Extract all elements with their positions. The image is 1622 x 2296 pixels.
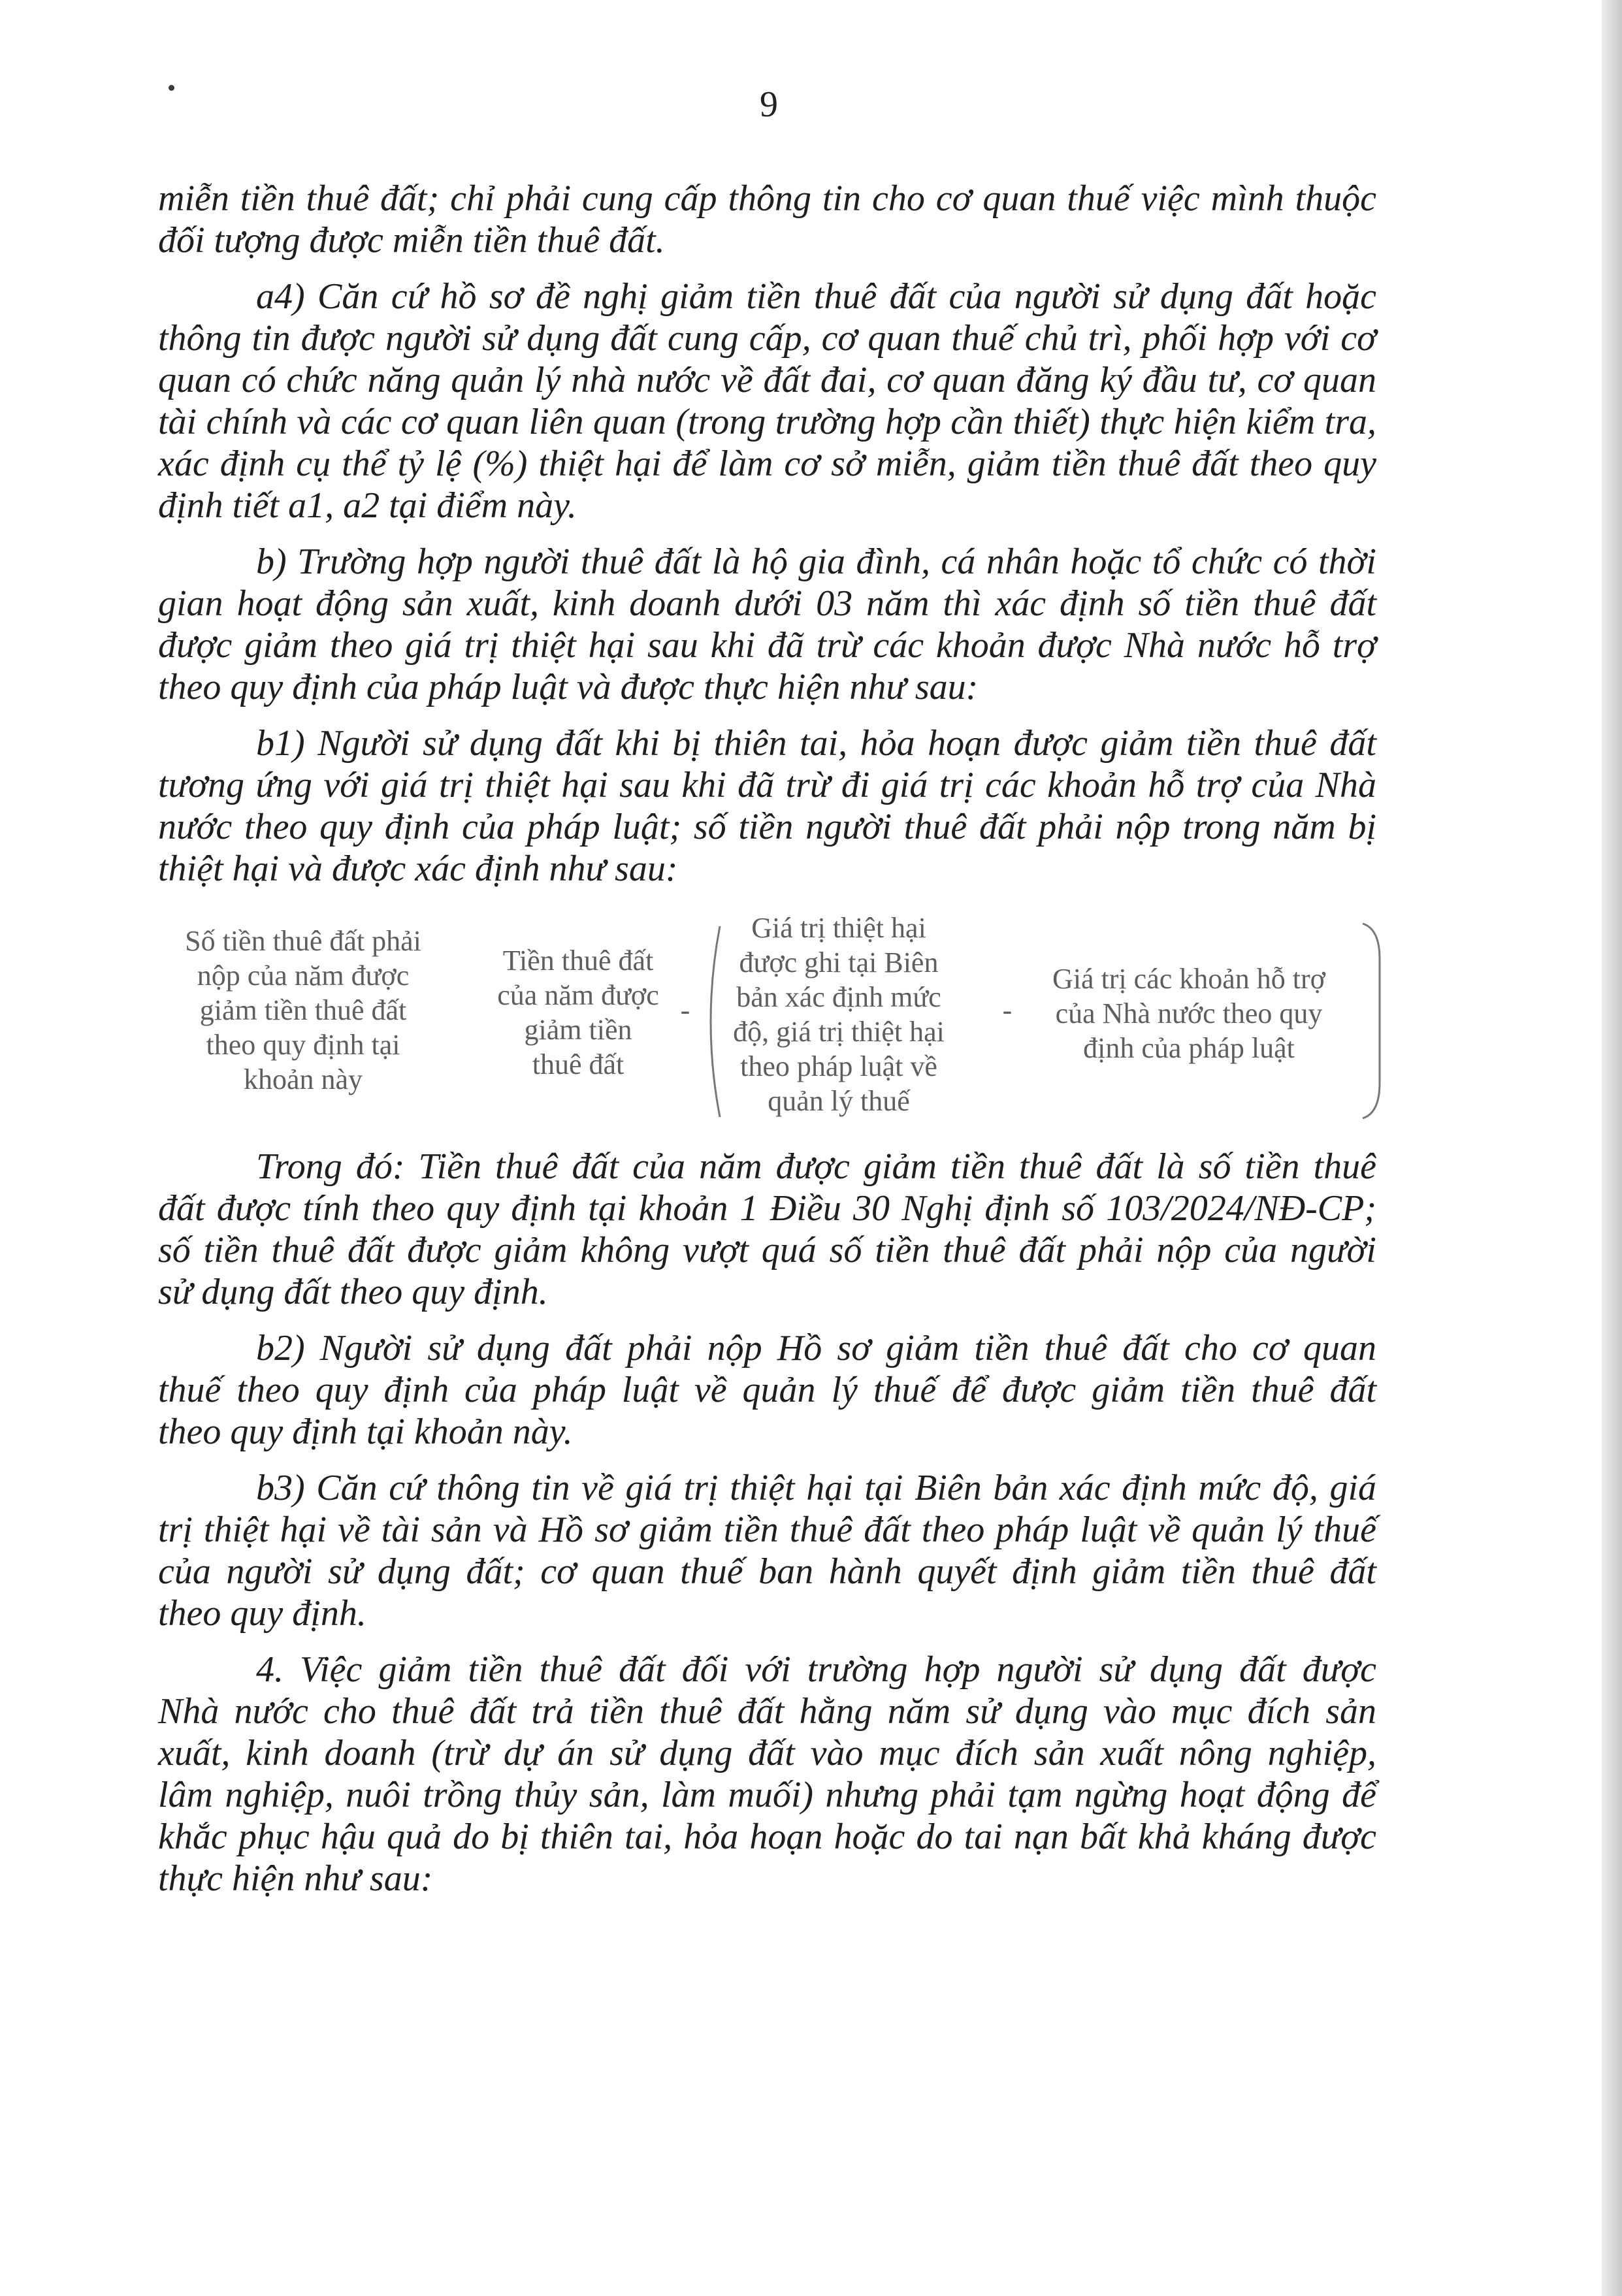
formula-line: định của pháp luật <box>1083 1032 1295 1064</box>
page-number: 9 <box>760 84 778 125</box>
formula-state-support-term <box>1019 962 1359 1065</box>
formula-line: được ghi tại Biên <box>739 946 939 978</box>
formula-line: của năm được <box>497 979 659 1011</box>
text-line: theo quy định. <box>158 1593 366 1634</box>
text-line: tài chính và các cơ quan liên quan (trong trường hợp cần thiết) thực hiện kiểm tra, <box>158 402 1376 442</box>
rent-reduction-formula <box>158 904 1376 1131</box>
text-line: thuế theo quy định của pháp luật về quản lý thuế để được giảm tiền thuê đất <box>158 1370 1376 1410</box>
text-line: lâm nghiệp, nuôi trồng thủy sản, làm muối) nhưng phải tạm ngừng hoạt động để <box>158 1775 1376 1815</box>
text-line: của người sử dụng đất; cơ quan thuế ban hành quyết định giảm tiền thuê đất <box>158 1551 1376 1592</box>
text-line: b1) Người sử dụng đất khi bị thiên tai, hỏa hoạn được giảm tiền thuê đất <box>256 723 1376 764</box>
text-line: miễn tiền thuê đất; chỉ phải cung cấp thông tin cho cơ quan thuế việc mình thuộc <box>158 178 1376 219</box>
formula-line: giảm tiền thuê đất <box>199 994 407 1026</box>
item-b3-paragraph <box>158 1467 1376 1634</box>
formula-line: nộp của năm được <box>197 960 410 992</box>
formula-line: quản lý thuế <box>768 1085 910 1117</box>
text-line: số tiền thuê đất được giảm không vượt quá số tiền thuê đất phải nộp của người <box>158 1230 1376 1270</box>
text-line: sử dụng đất theo quy định. <box>158 1272 548 1312</box>
text-line: xuất, kinh doanh (trừ dự án sử dụng đất vào mục đích sản xuất nông nghiệp, <box>158 1733 1376 1773</box>
minus-sign: - <box>680 994 690 1026</box>
formula-line: Giá trị các khoản hỗ trợ <box>1052 963 1325 995</box>
item-b1-paragraph <box>158 722 1376 890</box>
text-line: gian hoạt động sản xuất, kinh doanh dưới 03 năm thì xác định số tiền thuê đất <box>158 583 1376 624</box>
clause-4-paragraph <box>158 1649 1376 1900</box>
where-note-paragraph <box>158 1146 1376 1313</box>
formula-line: Giá trị thiệt hại <box>751 912 926 944</box>
scan-speck <box>169 85 174 91</box>
text-line: thông tin được người sử dụng đất cung cấp, cơ quan thuế chủ trì, phối hợp với cơ <box>158 318 1376 359</box>
text-line: đất được tính theo quy định tại khoản 1 Điều 30 Nghị định số 103/2024/NĐ-CP; <box>158 1188 1376 1229</box>
text-line: b3) Căn cứ thông tin về giá trị thiệt hại tại Biên bản xác định mức độ, giá <box>256 1468 1376 1508</box>
item-b-paragraph <box>158 541 1376 708</box>
formula-line: khoản này <box>243 1063 363 1095</box>
item-a4-paragraph <box>158 276 1376 526</box>
scan-border <box>1602 0 1622 2296</box>
formula-line: giảm tiền <box>524 1014 632 1046</box>
text-line: quan có chức năng quản lý nhà nước về đất đai, cơ quan đăng ký đầu tư, cơ quan <box>158 360 1376 400</box>
text-line: Nhà nước cho thuê đất trả tiền thuê đất hằng năm sử dụng vào mục đích sản <box>158 1691 1376 1732</box>
text-line: xác định cụ thể tỷ lệ (%) thiệt hại để làm cơ sở miễn, giảm tiền thuê đất theo quy <box>158 444 1376 484</box>
formula-line: theo quy định tại <box>206 1029 400 1061</box>
formula-damage-value-term <box>715 911 963 1118</box>
item-b2-paragraph <box>158 1327 1376 1453</box>
formula-line: độ, giá trị thiệt hại <box>733 1016 945 1048</box>
formula-line: Số tiền thuê đất phải <box>185 925 421 957</box>
text-line: b) Trường hợp người thuê đất là hộ gia đình, cá nhân hoặc tổ chức có thời <box>256 542 1376 582</box>
minus-sign: - <box>1002 994 1013 1026</box>
text-line: theo quy định tại khoản này. <box>158 1412 573 1452</box>
text-line: Trong đó: Tiền thuê đất của năm được giảm tiền thuê đất là số tiền thuê <box>256 1146 1376 1187</box>
document-body <box>158 178 1376 1914</box>
text-line: theo quy định của pháp luật và được thực hiện như sau: <box>158 667 979 707</box>
text-line: thực hiện như sau: <box>158 1858 433 1899</box>
text-line: a4) Căn cứ hồ sơ đề nghị giảm tiền thuê đất của người sử dụng đất hoặc <box>256 276 1376 317</box>
text-line: tương ứng với giá trị thiệt hại sau khi đã trừ đi giá trị các khoản hỗ trợ của Nhà <box>158 765 1376 805</box>
text-line: khắc phục hậu quả do bị thiên tai, hỏa hoạn hoặc do tai nạn bất khả kháng được <box>158 1817 1376 1857</box>
formula-line: theo pháp luật về <box>740 1050 937 1082</box>
text-line: định tiết a1, a2 tại điểm này. <box>158 485 577 526</box>
close-parenthesis <box>1360 920 1384 1122</box>
text-line: được giảm theo giá trị thiệt hại sau khi đã trừ các khoản được Nhà nước hỗ trợ <box>158 625 1376 666</box>
intro-continuation-paragraph <box>158 178 1376 261</box>
text-line: b2) Người sử dụng đất phải nộp Hồ sơ giảm tiền thuê đất cho cơ quan <box>256 1328 1376 1368</box>
text-line: thiệt hại và được xác định như sau: <box>158 849 678 889</box>
formula-line: Tiền thuê đất <box>502 945 654 977</box>
formula-line: của Nhà nước theo quy <box>1055 997 1323 1029</box>
text-line: đối tượng được miễn tiền thuê đất. <box>158 220 665 261</box>
text-line: trị thiệt hại về tài sản và Hồ sơ giảm tiền thuê đất theo pháp luật về quản lý thuế <box>158 1510 1376 1550</box>
formula-line: thuê đất <box>532 1048 624 1080</box>
text-line: nước theo quy định của pháp luật; số tiền người thuê đất phải nộp trong năm bị <box>158 807 1376 847</box>
text-line: 4. Việc giảm tiền thuê đất đối với trường hợp người sử dụng đất được <box>256 1649 1376 1690</box>
formula-line: bản xác định mức <box>736 981 941 1013</box>
formula-annual-rent-term <box>474 943 683 1082</box>
formula-result-term <box>158 924 448 1097</box>
